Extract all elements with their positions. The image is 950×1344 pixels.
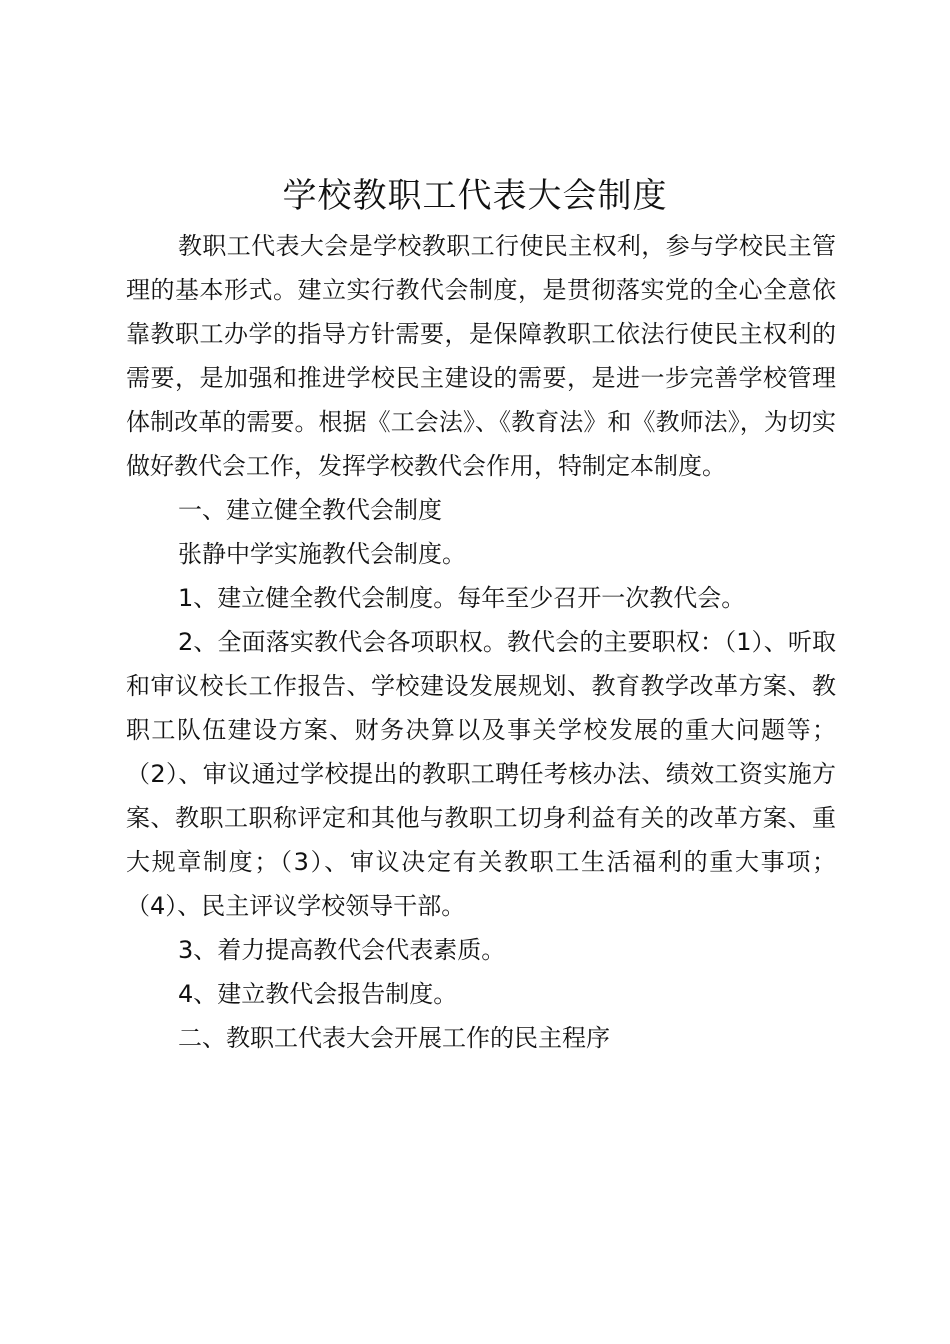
paragraph-school-implementation: 张静中学实施教代会制度。 bbox=[178, 540, 466, 568]
document-body bbox=[126, 224, 836, 1060]
list-item-3: 3、着力提高教代会代表素质。 bbox=[178, 936, 506, 964]
document-title: 学校教职工代表大会制度 bbox=[282, 176, 668, 216]
list-item-1: 1、建立健全教代会制度。每年至少召开一次教代会。 bbox=[178, 584, 746, 612]
list-item-4: 4、建立教代会报告制度。 bbox=[178, 980, 458, 1008]
paragraph-intro: 教职工代表大会是学校教职工行使民主权利，参与学校民主管理的基本形式。建立实行教代会制度，是贯彻落实党的全心全意依靠教职工办学的指导方针需要，是保障教职工依法行使民主权利的需要，是加强和推进学校民主建设的需要，是进一步完善学校管理体制改革的需要。根据《工会法》、《教育法》和《教师法》，为切实做好教代会工作，发挥学校教代会作用，特制定本制度。 bbox=[126, 232, 836, 480]
list-item-2: 2、全面落实教代会各项职权。教代会的主要职权：（1）、听取和审议校长工作报告、学校建设发展规划、教育教学改革方案、教职工队伍建设方案、财务决算以及事关学校发展的重大问题等；（2）、审议通过学校提出的教职工聘任考核办法、绩效工资实施方案、教职工职称评定和其他与教职工切身利益有关的改革方案、重大规章制度；（3）、审议决定有关教职工生活福利的重大事项；（4）、民主评议学校领导干部。 bbox=[126, 628, 836, 920]
section-heading-1: 一、建立健全教代会制度 bbox=[178, 496, 442, 524]
section-heading-2: 二、教职工代表大会开展工作的民主程序 bbox=[178, 1024, 610, 1052]
